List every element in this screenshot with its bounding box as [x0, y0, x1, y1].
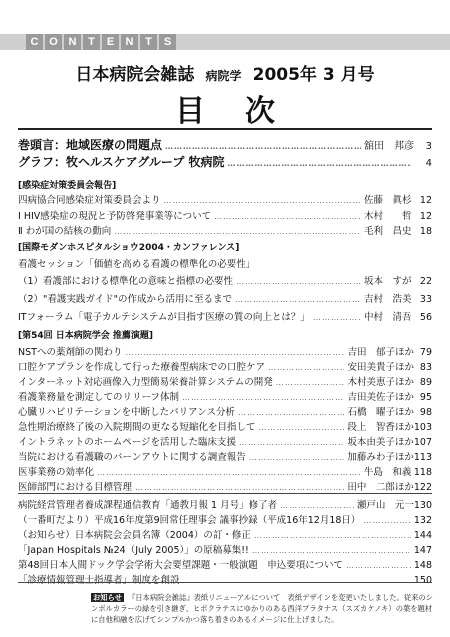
entry-page: 150 — [413, 575, 432, 586]
leader-dots — [135, 483, 344, 492]
issue-date: 2005年 3 月号 — [252, 65, 375, 85]
leader-dots — [235, 295, 361, 304]
entry-page: 3 — [425, 141, 432, 152]
entry-title: 心臓リハビリテーションを中断したバリアンス分析 — [18, 407, 235, 418]
leader-dots — [239, 438, 344, 447]
section-label: [ 国際モダンホスピタルショウ2004・カンファレンス ] — [18, 240, 239, 253]
entry-page: 95 — [419, 392, 432, 403]
entry-title: 医師部門における目標管理 — [18, 482, 133, 493]
entry-author: 吉田 郁子ほか — [347, 347, 414, 358]
entry-title: （1）看護部における標準化の意味と指標の必要性 — [18, 276, 234, 287]
entry-page: 18 — [419, 226, 432, 237]
entry-page: 103 — [413, 422, 432, 433]
bottom-rule — [18, 582, 432, 583]
toc-entry — [18, 344, 432, 358]
toc-entry — [18, 479, 432, 493]
entry-author: 木村美恵子ほか — [347, 377, 414, 388]
contents-letter: O — [45, 34, 62, 50]
entry-author: 田中 二郎ほか — [347, 482, 414, 493]
entry-page: 98 — [419, 407, 432, 418]
leader-dots — [346, 561, 411, 570]
toc-entry — [18, 208, 432, 222]
toc-entry — [18, 419, 432, 433]
toc-entry — [18, 256, 432, 270]
entry-page: 12 — [419, 195, 432, 206]
entry-title: （2）"看護実践ガイド"の作成から活用に至るまで — [18, 294, 232, 305]
entry-page: 118 — [413, 467, 432, 478]
toc-entry-misc — [18, 497, 432, 511]
leader-dots — [268, 363, 344, 372]
notice-tag: お知らせ — [93, 593, 122, 602]
notice-box — [91, 592, 436, 625]
entry-author: 中村 清吾 — [364, 312, 412, 323]
entry-title: グラフ：牧ヘルスケアグループ 牧病院 — [18, 155, 225, 169]
leader-dots — [363, 516, 410, 525]
entry-title: 口腔ケアプランを作成して行った療養型病床での口腔ケア — [18, 362, 266, 373]
leader-dots — [164, 196, 361, 205]
toc-entry — [18, 449, 432, 463]
leader-dots — [183, 576, 411, 585]
leader-dots — [165, 142, 361, 151]
entry-title: 巻頭言：地域医療の問題点 — [18, 138, 163, 152]
section-label: [ 第54回 日本病院学会 推薦演題 ] — [18, 328, 153, 341]
entry-title: 看護業務量を測定してのリリーフ体制 — [18, 392, 180, 403]
contents-letter: E — [102, 34, 119, 50]
entry-title: NSTへの薬剤師の関わり — [18, 347, 123, 358]
section-label: [ 感染症対策委員会報告 ] — [18, 178, 116, 191]
entry-page: 4 — [425, 158, 432, 169]
leader-dots — [252, 546, 411, 555]
entry-author: 吉田美佐子ほか — [347, 392, 414, 403]
entry-title: Ⅰ HIV感染症の現況と予防啓発事業等について — [18, 211, 212, 222]
entry-title: 看護セッション「価値を高める看護の標準化の必要性」 — [18, 259, 256, 270]
toc-entry — [18, 291, 432, 305]
toc-entry-misc — [18, 542, 432, 556]
entry-page: 113 — [413, 452, 432, 463]
entry-author: 坂本 すが — [364, 276, 412, 287]
entry-title: イントラネットのホームページを活用した臨床支援 — [18, 437, 237, 448]
entry-author: 佐藤 眞杉 — [364, 195, 412, 206]
entry-title: （お知らせ）日本病院会会員名簿（2004）の訂・修正 — [18, 530, 251, 541]
entry-title: 第48回日本人間ドック学会学術大会要望課題・一般演題 申込要項について — [18, 560, 344, 571]
leader-dots — [114, 227, 361, 236]
entry-page: 12 — [419, 211, 432, 222]
toc-entry-graph — [18, 153, 432, 170]
leader-dots — [238, 408, 345, 417]
entry-author: 坂本由美子ほか — [347, 437, 414, 448]
entry-title: 当院における看護職のバーンアウトに関する調査報告 — [18, 452, 246, 463]
leader-dots — [97, 468, 361, 477]
entry-title: インターネット対応画像入力型簡易栄養計算システムの開発 — [18, 377, 273, 388]
entry-page: 22 — [419, 276, 432, 287]
toc-entry-preface — [18, 136, 432, 153]
notice-text: 『日本病院会雑誌』表紙リニューアルについて 表紙デザインを変更いたしました。従来のシンボルカラーの緑を引き継ぎ、ヒポクラテスにゆかりのある西洋プラタナス（スズカケノキ）の葉を題材に自他和融を広げてシンプルかつ落ち着きのあるイメージに仕上げました。 — [91, 593, 433, 624]
entry-page: 33 — [419, 294, 432, 305]
toc-entry-misc — [18, 557, 432, 571]
contents-letter: C — [26, 34, 43, 50]
entry-author: 加藤みわ子ほか — [347, 452, 414, 463]
entry-title: Ⅱ わが国の結核の動向 — [18, 226, 112, 237]
toc-entry — [18, 389, 432, 403]
entry-title: 四病協合同感染症対策委員会より — [18, 195, 161, 206]
entry-page: 107 — [413, 437, 432, 448]
entry-author: 木村 哲 — [364, 211, 412, 222]
leader-dots — [276, 378, 345, 387]
toc-entry — [18, 374, 432, 388]
entry-author: 吉村 浩美 — [364, 294, 412, 305]
contents-letter: S — [159, 34, 176, 50]
toc-entry — [18, 359, 432, 373]
page-title: 目次 — [175, 94, 315, 129]
entry-page: 132 — [413, 515, 432, 526]
leader-dots — [254, 531, 411, 540]
toc-entry — [18, 273, 432, 287]
contents-letter: N — [121, 34, 138, 50]
top-rule — [18, 128, 432, 130]
entry-title: 「診療情報管理士指導者」制度を創設 — [18, 575, 180, 586]
toc-entry — [18, 192, 432, 206]
journal-title — [0, 60, 450, 85]
leader-dots — [236, 277, 361, 286]
leader-dots — [280, 501, 354, 510]
entry-page: 148 — [413, 560, 432, 571]
entry-author: 牛島 和義 — [363, 467, 412, 478]
contents-letters — [26, 34, 176, 50]
leader-dots — [313, 313, 361, 322]
entry-author: 石橋 曜子ほか — [347, 407, 414, 418]
toc-entry — [18, 309, 432, 323]
leader-dots — [249, 453, 345, 462]
entry-title: ITフォーラム「電子カルテシステムが目指す医療の質の向上とは？」 — [18, 312, 310, 323]
entry-title: 「Japan Hospitals №24（July 2005）」の原稿募集!! — [18, 545, 249, 556]
toc-entry — [18, 434, 432, 448]
leader-dots — [182, 393, 344, 402]
toc-entry-misc — [18, 572, 432, 586]
entry-page: 89 — [419, 377, 432, 388]
toc-entry — [18, 404, 432, 418]
entry-page: 130 — [413, 500, 432, 511]
entry-page: 144 — [413, 530, 432, 541]
leader-dots — [125, 348, 344, 357]
entry-title: 病院経営管理者養成課程通信教育「通教月報 1 月号」修了者 — [18, 500, 278, 511]
entry-page: 83 — [419, 362, 432, 373]
contents-letter: T — [140, 34, 157, 50]
toc-entry — [18, 464, 432, 478]
entry-title: 急性期治療終了後の入院期間の更なる短縮化を目指して — [18, 422, 256, 433]
entry-page: 122 — [413, 482, 432, 493]
contents-letter: N — [64, 34, 81, 50]
entry-author: 舘田 邦彦 — [364, 141, 414, 152]
toc-entry-misc — [18, 512, 432, 526]
leader-dots — [259, 423, 345, 432]
journal-name: 日本病院会雑誌 — [75, 65, 195, 85]
entry-author: 安田美貴子ほか — [347, 362, 414, 373]
misc-rule — [18, 493, 432, 494]
entry-title: 医事業務の効率化 — [18, 467, 95, 478]
contents-letter: T — [83, 34, 100, 50]
journal-subtitle: 病院学 — [205, 69, 242, 83]
entry-page: 56 — [419, 312, 432, 323]
toc-entry — [18, 223, 432, 237]
entry-author: 瀬戸山 元一 — [356, 500, 414, 511]
entry-author: 毛利 昌史 — [364, 226, 412, 237]
entry-title: （一番町だより）平成16年度第9回常任理事会 議事抄録（平成16年12月18日） — [18, 515, 361, 526]
toc-entry-misc — [18, 527, 432, 541]
leader-dots — [214, 212, 361, 221]
entry-page: 147 — [413, 545, 432, 556]
leader-dots — [228, 159, 412, 168]
entry-author: 段上 智香ほか — [347, 422, 414, 433]
contents-banner — [0, 34, 450, 54]
entry-page: 79 — [419, 347, 432, 358]
